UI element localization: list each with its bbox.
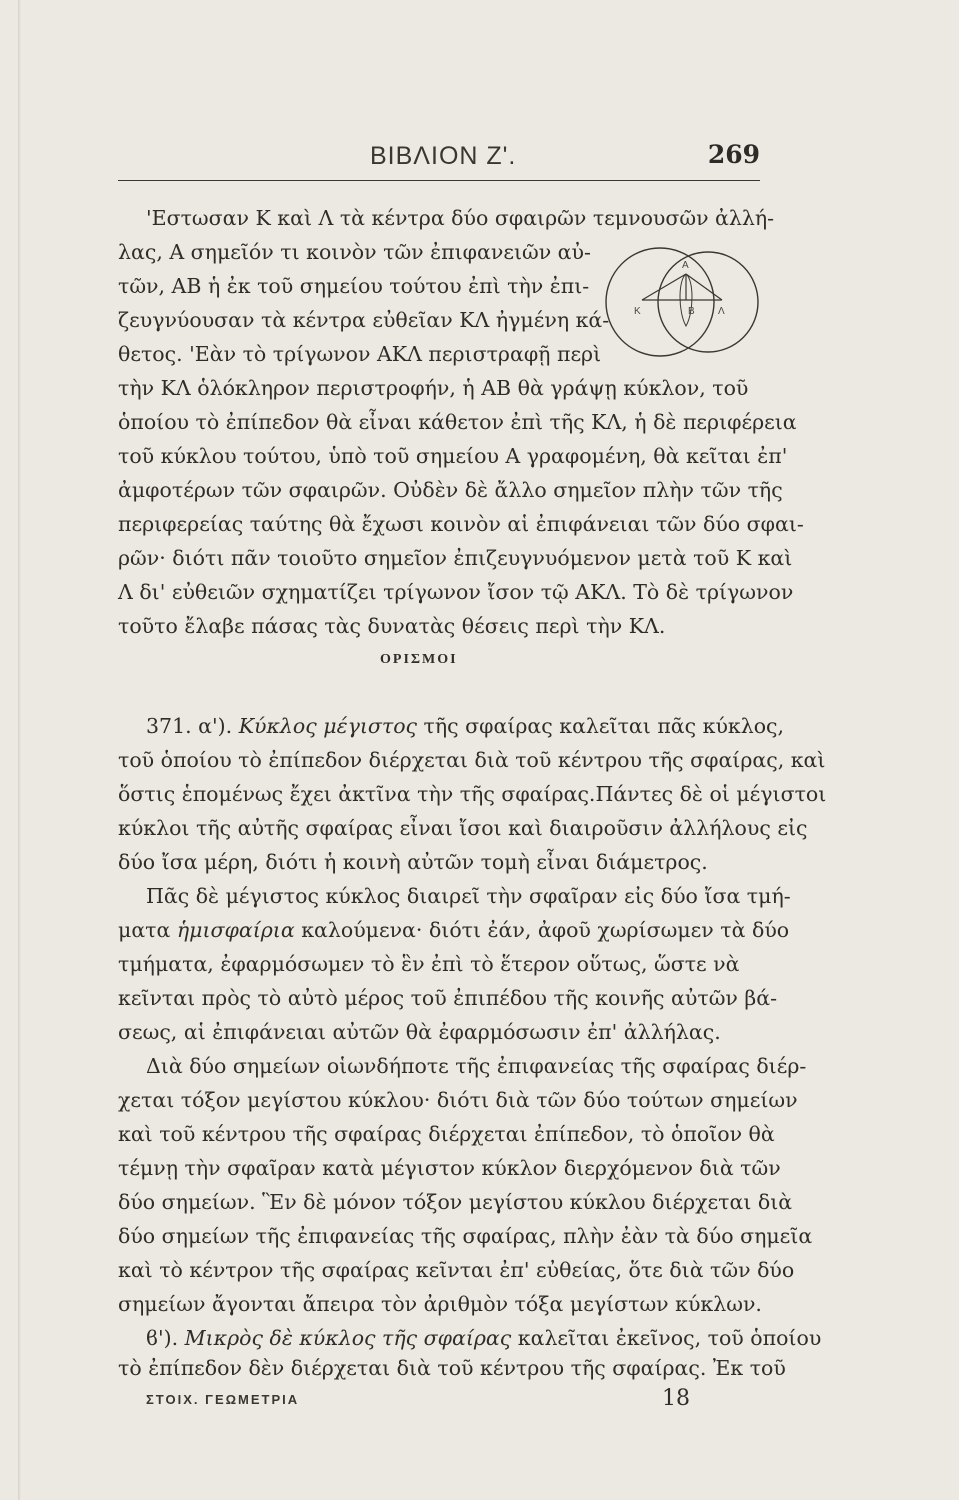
para2-second-rest: καλούμενα· διότι ἐάν, ἀφοῦ χωρίσωμεν τὰ δύο [294, 918, 790, 942]
para1-line: περιφερείας ταύτης θὰ ἔχωσι κοινὸν αἱ ἐπιφάνειαι τῶν δύο σφαι- [118, 512, 804, 536]
para1-line: Λ δι' εὐθειῶν σχηματίζει τρίγωνον ἴσον τῷ ΑΚΛ. Τὸ δὲ τρίγωνον [118, 580, 794, 604]
para3-line: καὶ τοῦ κέντρου τῆς σφαίρας διέρχεται ἐπίπεδον, τὸ ὁποῖον θὰ [118, 1122, 775, 1146]
label-b: Β [688, 306, 695, 317]
def2-first-line [146, 1326, 821, 1350]
intersecting-spheres-figure [590, 240, 770, 360]
page-number: 269 [707, 140, 760, 169]
para1-line: ρῶν· διότι πᾶν τοιοῦτο σημεῖον ἐπιζευγνυόμενον μετὰ τοῦ Κ καὶ [118, 546, 793, 570]
def2-number: ϐ'). [146, 1326, 179, 1350]
para3-line: δύο σημείων. Ἓν δὲ μόνον τόξον μεγίστου κύκλου διέρχεται διὰ [118, 1190, 793, 1214]
label-a: Α [682, 260, 689, 271]
section-heading: ΟΡΙΣΜΟΙ [380, 652, 458, 667]
para2-line: κεῖνται πρὸς τὸ αὐτὸ μέρος τοῦ ἐπιπέδου τῆς κοινῆς αὐτῶν βά- [118, 986, 778, 1010]
def1-term: Κύκλος μέγιστος [238, 714, 418, 738]
def1-line: κύκλοι τῆς αὐτῆς σφαίρας εἶναι ἴσοι καὶ διαιροῦσιν ἀλλήλους εἰς [118, 816, 808, 840]
para2-second-start: ματα [118, 918, 177, 942]
def1-line: ὅστις ἑπομένως ἔχει ἀκτῖνα τὴν τῆς σφαίρας.Πάντες δὲ οἱ μέγιστοι [118, 782, 827, 806]
para1-line: τοῦτο ἔλαβε πάσας τὰς δυνατὰς θέσεις περὶ τὴν ΚΛ. [118, 614, 666, 638]
signature-mark: ΣΤΟΙΧ. ΓΕΩΜΕΤΡΙΑ [146, 1392, 300, 1407]
signature-number: 18 [662, 1386, 690, 1411]
para1-line: λας, Α σημεῖόν τι κοινὸν τῶν ἐπιφανειῶν αὐ- [118, 240, 591, 264]
def1-first-line [146, 714, 784, 738]
para3-line: δύο σημείων τῆς ἐπιφανείας τῆς σφαίρας, πλὴν ἐὰν τὰ δύο σημεῖα [118, 1224, 813, 1248]
para1-line: τοῦ κύκλου τούτου, ὑπὸ τοῦ σημείου Α γραφομένη, θὰ κεῖται ἐπ' [118, 444, 788, 468]
para2-line: σεως, αἱ ἐπιφάνειαι αὐτῶν θὰ ἐφαρμόσωσιν ἐπ' ἀλλήλας. [118, 1020, 721, 1044]
para2-line: τμήματα, ἐφαρμόσωμεν τὸ ἓν ἐπὶ τὸ ἕτερον οὕτως, ὥστε νὰ [118, 952, 740, 976]
para2-second-line [118, 918, 789, 942]
para3-line: χεται τόξον μεγίστου κύκλου· διότι διὰ τῶν δύο τούτων σημείων [118, 1088, 798, 1112]
page-header [118, 140, 760, 181]
para2-term: ἡμισφαίρια [176, 918, 295, 942]
sphere-k-circle [606, 248, 714, 356]
sphere-l-circle [658, 252, 758, 352]
para3-line: τέμνῃ τὴν σφαῖραν κατὰ μέγιστον κύκλον διερχόμενον διὰ τῶν [118, 1156, 781, 1180]
running-head: ΒΙΒΛΙΟΝ Ζ'. [370, 142, 517, 170]
para1-line: θετος. 'Εὰν τὸ τρίγωνον ΑΚΛ περιστραφῇ περὶ [118, 342, 602, 366]
def2-second-line: τὸ ἐπίπεδον δὲν διέρχεται διὰ τοῦ κέντρου τῆς σφαίρας. Ἐκ τοῦ [118, 1356, 786, 1380]
para1-line: ὁποίου τὸ ἐπίπεδον θὰ εἶναι κάθετον ἐπὶ τῆς ΚΛ, ἡ δὲ περιφέρεια [118, 410, 797, 434]
def1-first-rest: τῆς σφαίρας καλεῖται πᾶς κύκλος, [417, 714, 785, 738]
para1-line: ζευγνύουσαν τὰ κέντρα εὐθεῖαν ΚΛ ἠγμένη κά- [118, 308, 610, 332]
para3-line: σημείων ἄγονται ἄπειρα τὸν ἀριθμὸν τόξα μεγίστων κύκλων. [118, 1292, 762, 1316]
def2-term: Μικρὸς δὲ κύκλος τῆς σφαίρας [184, 1326, 512, 1350]
label-l: Λ [718, 306, 725, 317]
def2-first-rest: καλεῖται ἐκεῖνος, τοῦ ὁποίου [511, 1326, 822, 1350]
page-edge [18, 0, 21, 1500]
para1-line: τὴν ΚΛ ὁλόκληρον περιστροφήν, ἡ ΑΒ θὰ γράψῃ κύκλον, τοῦ [118, 376, 749, 400]
label-k: Κ [634, 306, 641, 317]
def1-number: 371. α'). [146, 714, 233, 738]
para1-line: ἀμφοτέρων τῶν σφαιρῶν. Οὐδὲν δὲ ἄλλο σημεῖον πλὴν τῶν τῆς [118, 478, 783, 502]
para1-line: 'Εστωσαν Κ καὶ Λ τὰ κέντρα δύο σφαιρῶν τεμνουσῶν ἀλλή- [146, 206, 775, 230]
para3-line: καὶ τὸ κέντρον τῆς σφαίρας κεῖνται ἐπ' εὐθείας, ὅτε διὰ τῶν δύο [118, 1258, 795, 1282]
def1-line: δύο ἴσα μέρη, διότι ἡ κοινὴ αὐτῶν τομὴ εἶναι διάμετρος. [118, 850, 708, 874]
def1-line: τοῦ ὁποίου τὸ ἐπίπεδον διέρχεται διὰ τοῦ κέντρου τῆς σφαίρας, καὶ [118, 748, 826, 772]
para3-line: Διὰ δύο σημείων οἱωνδήποτε τῆς ἐπιφανείας τῆς σφαίρας διέρ- [146, 1054, 807, 1078]
para2-first-line: Πᾶς δὲ μέγιστος κύκλος διαιρεῖ τὴν σφαῖραν εἰς δύο ἴσα τμή- [146, 884, 791, 908]
para1-line: τῶν, ΑΒ ἡ ἐκ τοῦ σημείου τούτου ἐπὶ τὴν ἐπι- [118, 274, 590, 298]
